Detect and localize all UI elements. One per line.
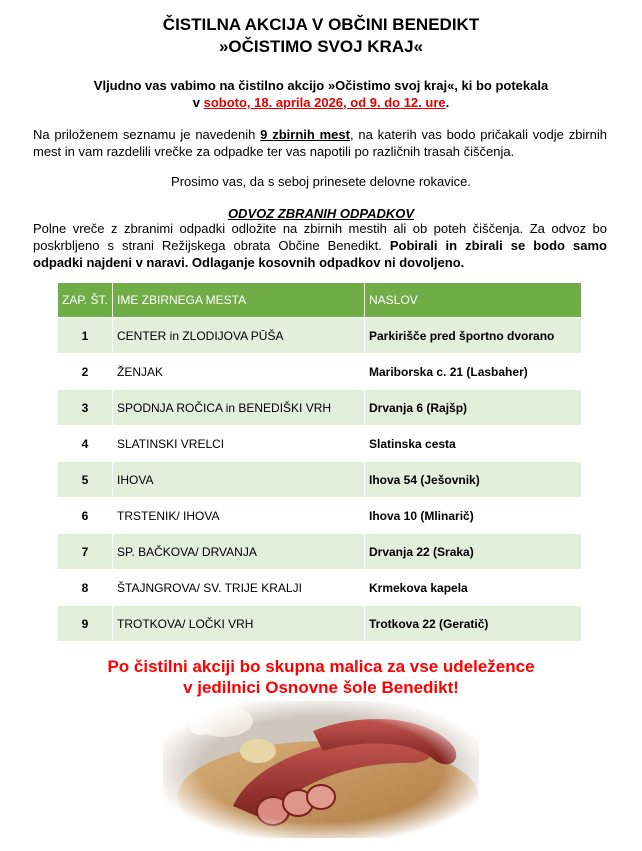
row-number: 9 [58, 606, 113, 642]
event-date: soboto, 18. aprila 2026, od 9. do 12. ure [203, 95, 446, 110]
site-address: Parkirišče pred športno dvorano [365, 318, 582, 354]
section-heading: ODVOZ ZBRANIH ODPADKOV [227, 206, 415, 221]
table-row [58, 606, 582, 642]
site-name: SLATINSKI VRELCI [113, 426, 365, 462]
page-title: ČISTILNA AKCIJA V OBČINI BENEDIKT [162, 15, 480, 34]
waste-paragraph [33, 220, 607, 271]
site-name: IHOVA [113, 462, 365, 498]
row-number: 7 [58, 534, 113, 570]
site-address: Drvanja 6 (Rajšp) [365, 390, 582, 426]
row-number: 5 [58, 462, 113, 498]
site-name: TRSTENIK/ IHOVA [113, 498, 365, 534]
site-address: Krmekova kapela [365, 570, 582, 606]
site-address: Slatinska cesta [365, 426, 582, 462]
table-row [58, 390, 582, 426]
row-number: 1 [58, 318, 113, 354]
row-number: 3 [58, 390, 113, 426]
invitation-date-suffix: . [445, 95, 450, 110]
site-address: Ihova 10 (Mlinarič) [365, 498, 582, 534]
table-row [58, 354, 582, 390]
collection-points-table [58, 283, 582, 641]
site-address: Mariborska c. 21 (Lasbaher) [365, 354, 582, 390]
invitation-line: Vljudno vas vabimo na čistilno akcijo »Očistimo svoj kraj«, ki bo potekala [93, 78, 549, 93]
invitation-date-prefix: v [192, 95, 204, 110]
site-address: Ihova 54 (Ješovnik) [365, 462, 582, 498]
collection-points-count: 9 zbirnih mest [260, 127, 350, 142]
table-row [58, 498, 582, 534]
column-header-address: NASLOV [365, 283, 582, 318]
page-subtitle: »OČISTIMO SVOJ KRAJ« [218, 37, 424, 56]
site-name: SPODNJA ROČICA in BENEDIŠKI VRH [113, 390, 365, 426]
table-row [58, 318, 582, 354]
site-address: Drvanja 22 (Sraka) [365, 534, 582, 570]
site-name: ŠTAJNGROVA/ SV. TRIJE KRALJI [113, 570, 365, 606]
table-row [58, 534, 582, 570]
table-header-row [58, 283, 582, 318]
site-name: TROTKOVA/ LOČKI VRH [113, 606, 365, 642]
site-address: Trotkova 22 (Geratič) [365, 606, 582, 642]
row-number: 6 [58, 498, 113, 534]
table-row [58, 462, 582, 498]
row-number: 4 [58, 426, 113, 462]
column-header-number: ZAP. ŠT. [58, 283, 113, 318]
invitation-date-line [0, 95, 642, 110]
waste-paragraph-bold-text: Pobirali in zbirali se bodo samo odpadki najdeni v naravi. Odlaganje kosovnih odpadkov ni dovoljeno. [33, 238, 607, 270]
collection-points-paragraph [33, 126, 607, 160]
lunch-location: v jedilnici Osnovne šole Benedikt! [183, 678, 459, 697]
site-name: SP. BAČKOVA/ DRVANJA [113, 534, 365, 570]
lunch-announcement: Po čistilni akciji bo skupna malica za vse udeležence [107, 657, 535, 676]
site-name: ŽENJAK [113, 354, 365, 390]
table-row [58, 426, 582, 462]
paragraph-text-after: , na katerih vas bodo pričakali vodje zbirnih mest in vam razdelili vrečke za odpadke ter vas napotili po različnih trasah čiščenja. [33, 127, 607, 159]
column-header-site: IME ZBIRNEGA MESTA [113, 283, 365, 318]
table-row [58, 570, 582, 606]
waste-paragraph-text: Polne vreče z zbranimi odpadki odložite na zbirnih mestih ali ob poteh čiščenja. Za odvoz bo poskrbljeno s strani Režijskega obrata Občine Benedikt. [33, 221, 607, 253]
sausage-plate-image [163, 701, 479, 838]
gloves-note: Prosimo vas, da s seboj prinesete delovne rokavice. [171, 174, 471, 189]
row-number: 2 [58, 354, 113, 390]
paragraph-text-before: Na priloženem seznamu je navedenih [33, 127, 261, 142]
row-number: 8 [58, 570, 113, 606]
site-name: CENTER in ZLODIJOVA PŪŠA [113, 318, 365, 354]
